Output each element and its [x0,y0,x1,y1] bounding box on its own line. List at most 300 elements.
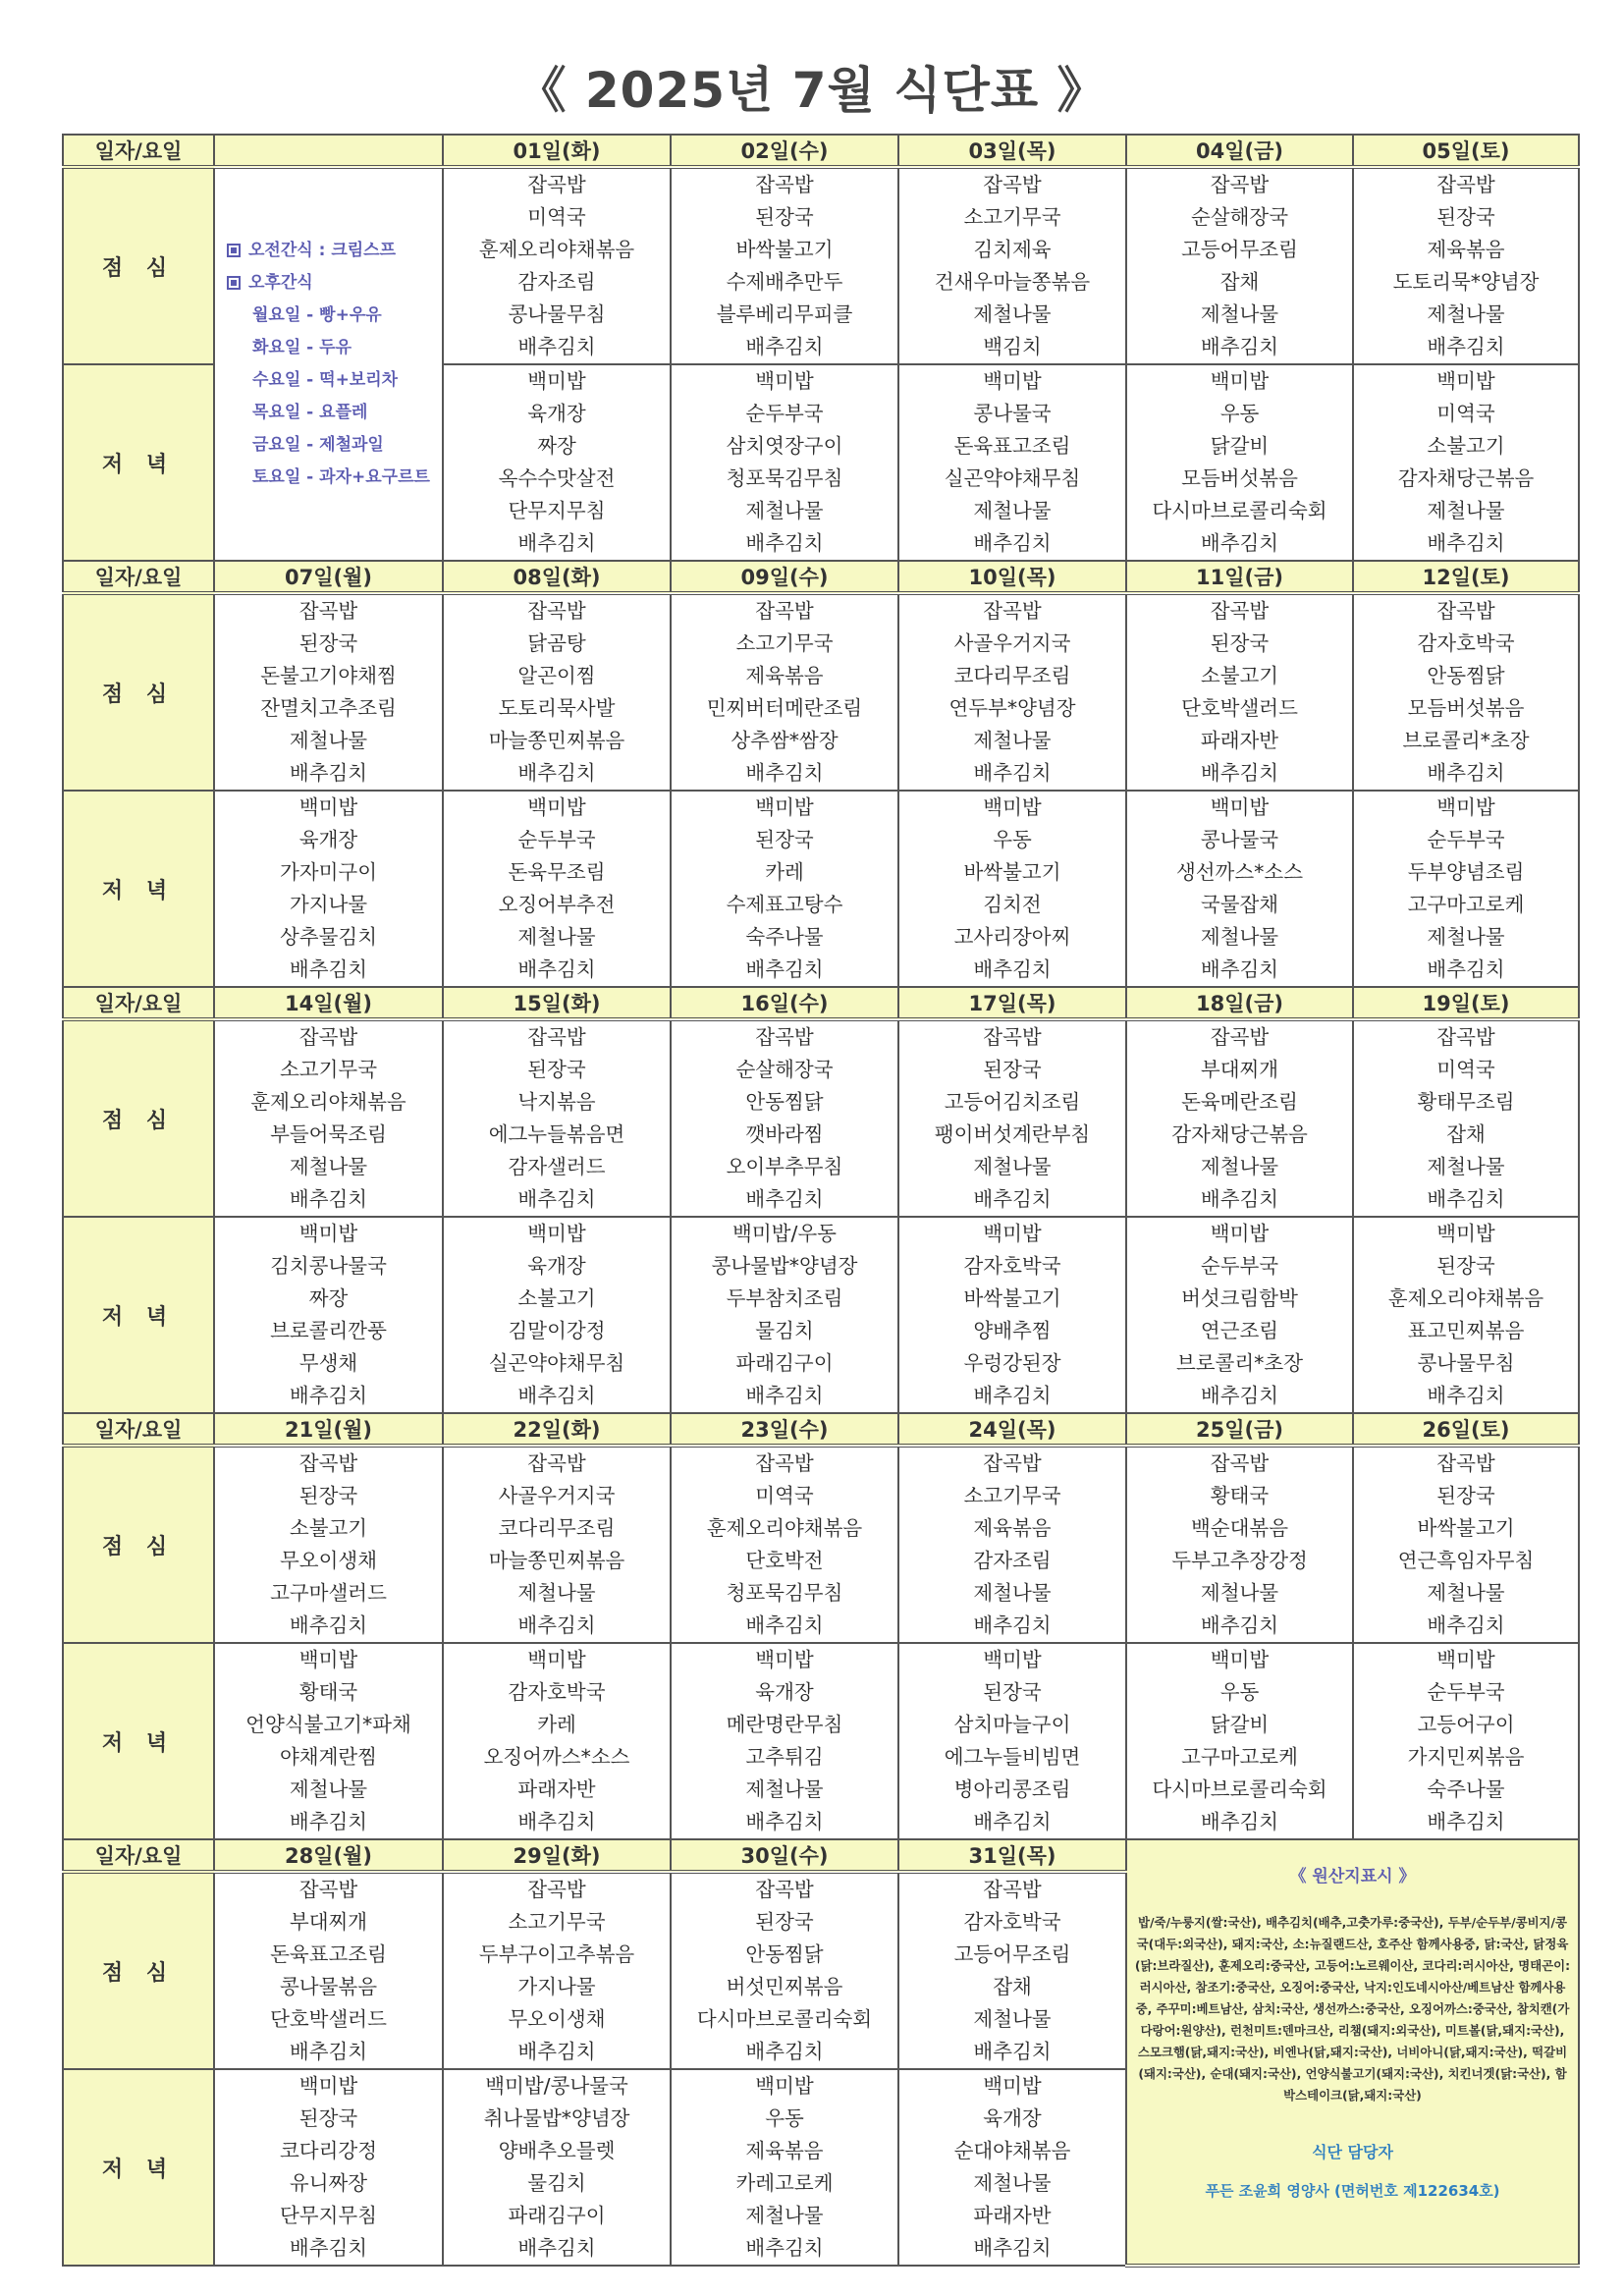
menu-item: 고구마고로케 [1407,893,1525,916]
menu-item-list [1354,595,1578,790]
menu-item: 오이부추무침 [726,1155,843,1178]
menu-item: 잡곡밥 [1436,1025,1495,1049]
menu-item: 소불고기 [1200,664,1279,687]
menu-item: 백미밥 [298,2074,358,2098]
menu-item: 제철나물 [973,1155,1052,1178]
menu-item: 단호박샐러드 [1181,696,1298,720]
menu-item: 파래자반 [517,1777,596,1801]
menu-item: 오징어부추전 [498,893,616,916]
afternoon-snack-text: 오후간식 [248,273,313,293]
day-header: 19일(토) [1353,987,1579,1019]
menu-item: 마늘쫑민찌볶음 [488,729,625,752]
origin-text: 밥/죽/누룽지(쌀:국산), 배추김치(배추,고춧가루:중국산), 두부/순두부/콩비지/콩국(대두:외국산), 돼지:국산, 소:뉴질랜드산, 호주산 함께사용중, 닭:국산, 닭정육(닭:브라질산), 훈제오리:중국산, 고등어:노르웨이산, 코다리:러시아산, 명태곤이:러시아산, 참조기:중국산, 오징어:중국산, 낙지:인도네시아산/베트남산 함께사용중, 주꾸미:베트남산, 삼치:국산, 생선까스:중국산, 오징어까스:중국산, 참치캔(가다랑어:원양산), 런천미트:덴마크산, 리챔(돼지:외국산), 미트볼(닭,돼지:국산), 스모크햄(닭,돼지:국산), 비엔나(닭,돼지:국산), 너비아니(닭,돼지:국산), 떡갈비(돼지:국산), 순대(돼지:국산), 언양식불고기(돼지:국산), 치킨너겟(닭:국산), 함박스테이크(닭,돼지:국산) [1134,1915,1571,2103]
menu-item: 제철나물 [1427,925,1505,949]
menu-item: 잡곡밥 [983,599,1042,623]
menu-item: 버섯크림함박 [1181,1286,1298,1310]
menu-item: 잡곡밥 [527,173,586,196]
dinner-cell [898,1643,1126,1839]
menu-item: 잡곡밥 [983,1451,1042,1475]
menu-item: 제철나물 [1200,302,1279,326]
menu-item: 된장국 [527,1058,586,1081]
menu-item: 잡곡밥 [1210,599,1270,623]
menu-item-list [444,1021,670,1216]
menu-item: 고등어무조림 [1181,238,1298,261]
day-header: 31일(목) [898,1839,1126,1872]
menu-item: 제철나물 [517,925,596,949]
menu-item: 고등어구이 [1417,1713,1515,1736]
lunch-cell [898,1019,1126,1217]
morning-snack [227,235,442,267]
menu-item-list [672,1218,897,1412]
menu-item: 백미밥 [1436,1222,1495,1245]
lunch-cell [214,593,443,791]
menu-item-list [899,169,1125,363]
menu-item: 잡곡밥 [527,1878,586,1901]
dinner-cell [1353,791,1579,987]
menu-item: 황태국 [298,1680,358,1704]
menu-item: 황태무조림 [1417,1090,1515,1114]
menu-item: 제철나물 [745,2204,824,2227]
menu-item-list [899,365,1125,560]
menu-item: 된장국 [755,205,814,229]
menu-item: 실곤약야채무침 [944,466,1081,490]
menu-item: 배추김치 [1427,531,1505,555]
dinner-cell [1353,364,1579,561]
lunch-cell [443,167,671,364]
menu-item: 백김치 [983,335,1042,358]
menu-item: 백미밥 [298,1648,358,1671]
lunch-cell [898,593,1126,791]
dinner-row [63,1643,1579,1839]
lunch-label: 점 심 [63,1446,214,1643]
menu-item: 소고기무국 [735,631,834,655]
menu-item: 무생채 [298,1351,358,1375]
menu-item: 감자조림 [517,270,596,294]
dinner-label: 저 녁 [63,364,214,561]
menu-item: 옥수수맛살전 [498,466,616,490]
menu-item-list [672,1644,897,1838]
menu-item: 배추김치 [1427,957,1505,981]
menu-item: 병아리콩조림 [953,1777,1071,1801]
dinner-cell [671,2069,898,2266]
menu-item: 배추김치 [289,2236,368,2260]
menu-item: 바싹불고기 [963,860,1061,884]
menu-item-list [215,2070,442,2265]
lunch-label: 점 심 [63,1019,214,1217]
menu-item-list [1127,1644,1352,1838]
week-header-row [63,135,1579,167]
day-header: 18일(금) [1126,987,1353,1019]
lunch-row [63,1019,1579,1217]
lunch-label: 점 심 [63,1872,214,2069]
menu-item: 브로콜리*초장 [1175,1351,1304,1375]
menu-item: 단호박샐러드 [270,2007,387,2031]
week-header-row [63,987,1579,1019]
menu-item: 양배추찜 [973,1319,1052,1342]
menu-item-list [215,1448,442,1642]
menu-item: 제철나물 [1427,1155,1505,1178]
menu-item: 취나물밥*양념장 [483,2106,630,2130]
menu-item: 백미밥 [298,795,358,819]
dinner-cell [1126,364,1353,561]
menu-item: 백미밥 [755,369,814,393]
menu-item: 배추김치 [973,761,1052,785]
menu-item: 미역국 [1436,402,1495,425]
menu-item: 백미밥 [983,369,1042,393]
dinner-cell [214,1217,443,1413]
menu-item: 잡곡밥 [755,173,814,196]
menu-item: 감자호박국 [963,1254,1061,1278]
menu-item: 김치제육 [973,238,1052,261]
dinner-cell [214,2069,443,2266]
day-header: 16일(수) [671,987,898,1019]
menu-item: 된장국 [298,631,358,655]
menu-item: 잡채 [993,1975,1032,1998]
menu-item: 훈제오리야채볶음 [706,1516,863,1540]
menu-item: 가지나물 [289,893,368,916]
dinner-cell [671,364,898,561]
menu-item: 안동찜닭 [745,1090,824,1114]
menu-item: 콩나물국 [973,402,1052,425]
menu-item: 육개장 [298,828,358,851]
lunch-cell [898,1872,1126,2069]
menu-item: 파래자반 [1200,729,1279,752]
menu-item: 잡채 [1219,270,1260,294]
menu-item: 콩나물무침 [508,302,606,326]
menu-item: 고사리장아찌 [953,925,1071,949]
menu-item: 돈육표고조림 [953,434,1071,458]
lunch-row [63,167,1579,364]
day-header: 11일(금) [1126,561,1353,593]
menu-item: 순두부국 [1427,828,1505,851]
day-header: 25일(금) [1126,1413,1353,1446]
snack-day: 수요일 - 떡+보리차 [252,370,399,390]
menu-item: 감자채당근볶음 [1171,1122,1308,1146]
menu-item-list [1127,1021,1352,1216]
lunch-cell [1353,167,1579,364]
menu-item: 생선까스*소스 [1175,860,1304,884]
menu-item: 배추김치 [745,2040,824,2063]
menu-item: 백미밥 [755,795,814,819]
menu-item: 배추김치 [1200,1810,1279,1833]
menu-item-list [1127,792,1352,986]
menu-item: 배추김치 [745,531,824,555]
date-header-label: 일자/요일 [63,987,214,1019]
menu-item: 백미밥 [527,1222,586,1245]
menu-item: 짜장 [537,434,576,458]
menu-item: 백미밥 [755,2074,814,2098]
menu-item: 다시마브로콜리숙회 [1152,499,1327,522]
menu-item: 배추김치 [745,1613,824,1637]
menu-item: 숙주나물 [745,925,824,949]
menu-item: 순살해장국 [1190,205,1288,229]
day-header: 23일(수) [671,1413,898,1446]
menu-item: 우렁강된장 [963,1351,1061,1375]
menu-table [62,134,1580,2268]
menu-item-list [215,1021,442,1216]
menu-item: 제육볶음 [1427,238,1505,261]
menu-item: 김말이강정 [508,1319,606,1342]
menu-item: 연근흑임자무침 [1397,1549,1535,1572]
snack-day: 금요일 - 제철과일 [252,435,384,455]
menu-item: 잡곡밥 [298,1025,358,1049]
menu-item: 제철나물 [973,729,1052,752]
menu-item: 된장국 [983,1680,1042,1704]
menu-item: 순두부국 [1200,1254,1279,1278]
menu-item: 배추김치 [973,1613,1052,1637]
menu-item: 배추김치 [745,957,824,981]
dinner-cell [671,1643,898,1839]
menu-item: 배추김치 [517,2040,596,2063]
menu-item: 안동찜닭 [745,1942,824,1966]
menu-item: 배추김치 [517,2236,596,2260]
lunch-label: 점 심 [63,167,214,364]
menu-item: 제육볶음 [745,664,824,687]
lunch-cell [1126,1446,1353,1643]
menu-item: 돈육무조림 [508,860,606,884]
menu-item: 잡곡밥 [1210,1451,1270,1475]
menu-item: 배추김치 [973,2040,1052,2063]
menu-item: 우동 [1219,402,1260,425]
dinner-row [63,1217,1579,1413]
menu-item: 제철나물 [973,499,1052,522]
day-header: 22일(화) [443,1413,671,1446]
menu-item: 민찌버터메란조림 [706,696,863,720]
menu-item: 황태국 [1210,1484,1270,1507]
menu-item: 배추김치 [517,761,596,785]
dinner-cell [443,1217,671,1413]
menu-item: 닭갈비 [1210,434,1270,458]
menu-item-list [899,1874,1125,2068]
day-header: 10일(목) [898,561,1126,593]
dinner-cell [898,364,1126,561]
menu-item: 파래자반 [973,2204,1052,2227]
menu-item: 된장국 [298,2106,358,2130]
dinner-cell [898,791,1126,987]
menu-item: 마늘쫑민찌볶음 [488,1549,625,1572]
menu-item: 콩나물국 [1200,828,1279,851]
menu-item: 육개장 [983,2106,1042,2130]
menu-item: 두부구이고추볶음 [478,1942,635,1966]
menu-item: 소고기무국 [963,205,1061,229]
menu-item: 배추김치 [517,1384,596,1407]
menu-item: 잡곡밥 [755,1025,814,1049]
date-header-label: 일자/요일 [63,135,214,167]
dinner-cell [1353,1217,1579,1413]
menu-item: 배추김치 [745,1187,824,1211]
snack-day: 화요일 - 두유 [252,338,352,357]
menu-item: 제철나물 [517,1581,596,1605]
dinner-cell [443,364,671,561]
lunch-cell [671,1019,898,1217]
day-header: 14일(월) [214,987,443,1019]
menu-item: 잡곡밥 [1436,1451,1495,1475]
menu-item: 물김치 [755,1319,814,1342]
menu-item: 배추김치 [289,1187,368,1211]
menu-item: 파래김구이 [508,2204,606,2227]
menu-item: 배추김치 [973,531,1052,555]
menu-item: 잡곡밥 [1436,599,1495,623]
menu-item: 된장국 [298,1484,358,1507]
menu-item: 배추김치 [1200,1613,1279,1637]
square-bullet-icon [227,244,241,257]
menu-item: 국물잡채 [1200,893,1279,916]
menu-item: 잡곡밥 [755,599,814,623]
menu-item: 제철나물 [289,729,368,752]
menu-item-list [899,1448,1125,1642]
dinner-cell [1126,1217,1353,1413]
menu-item: 삼치엿장구이 [726,434,843,458]
lunch-cell [1126,1019,1353,1217]
menu-item: 짜장 [308,1286,349,1310]
menu-item-list [444,2070,670,2265]
menu-item-list [899,1021,1125,1216]
lunch-cell [1126,593,1353,791]
dinner-cell [443,2069,671,2266]
menu-item: 실곤약야채무침 [488,1351,625,1375]
menu-item: 팽이버섯계란부침 [934,1122,1091,1146]
menu-item: 제철나물 [1427,302,1505,326]
menu-item-list [1127,169,1352,363]
menu-item-list [672,792,897,986]
day-header: 30일(수) [671,1839,898,1872]
lunch-cell [1126,167,1353,364]
menu-item: 콩나물밥*양념장 [711,1254,858,1278]
menu-item: 콩나물무침 [1417,1351,1515,1375]
origin-info-panel [1126,1839,1579,2266]
menu-item: 청포묵김무침 [726,1581,843,1605]
menu-item: 배추김치 [973,1384,1052,1407]
menu-item-list [1354,169,1578,363]
menu-item: 잡곡밥 [298,1878,358,1901]
dinner-cell [898,1217,1126,1413]
menu-item: 잡채 [1446,1122,1486,1146]
menu-item: 단무지무침 [508,499,606,522]
menu-item-list [444,365,670,560]
menu-item: 코다리강정 [279,2139,377,2162]
menu-item: 배추김치 [745,2236,824,2260]
menu-item: 언양식불고기*파채 [245,1713,411,1736]
menu-item: 제철나물 [1200,1155,1279,1178]
menu-item: 사골우거지국 [953,631,1071,655]
menu-item: 고등어무조림 [953,1942,1071,1966]
menu-item: 배추김치 [517,1187,596,1211]
menu-item-list [899,792,1125,986]
menu-item: 숙주나물 [1427,1777,1505,1801]
menu-item: 된장국 [1210,631,1270,655]
dinner-cell [1126,791,1353,987]
menu-item-list [444,595,670,790]
lunch-cell [898,167,1126,364]
menu-item: 유니짜장 [289,2171,368,2195]
menu-item: 모듬버섯볶음 [1407,696,1525,720]
lunch-cell [214,1019,443,1217]
menu-item: 고구마샐러드 [270,1581,387,1605]
menu-item: 백미밥 [1210,1222,1270,1245]
day-header: 12일(토) [1353,561,1579,593]
menu-item: 백미밥/우동 [732,1222,837,1245]
menu-item: 미역국 [1436,1058,1495,1081]
menu-item: 잡곡밥 [983,1025,1042,1049]
menu-item: 고추튀김 [745,1745,824,1769]
menu-item: 백미밥 [983,2074,1042,2098]
menu-item: 잡곡밥 [983,1878,1042,1901]
menu-item-list [899,1218,1125,1412]
dinner-label: 저 녁 [63,1643,214,1839]
day-header: 08일(화) [443,561,671,593]
menu-item: 안동찜닭 [1427,664,1505,687]
menu-item: 소고기무국 [508,1910,606,1934]
menu-item: 백미밥 [755,1648,814,1671]
menu-item: 두부고추장강정 [1171,1549,1308,1572]
menu-item: 배추김치 [745,761,824,785]
lunch-cell [443,1446,671,1643]
menu-item: 배추김치 [517,335,596,358]
menu-item: 배추김치 [973,1187,1052,1211]
lunch-cell [1353,1446,1579,1643]
menu-item-list [444,1644,670,1838]
menu-item: 잡곡밥 [298,1451,358,1475]
menu-item: 잡곡밥 [983,173,1042,196]
menu-item-list [1127,1218,1352,1412]
menu-item: 제철나물 [745,499,824,522]
day-header: 04일(금) [1126,135,1353,167]
menu-item: 사골우거지국 [498,1484,616,1507]
dinner-cell [214,1643,443,1839]
menu-item: 소불고기 [517,1286,596,1310]
menu-item: 배추김치 [289,2040,368,2063]
lunch-row [63,593,1579,791]
menu-item: 된장국 [755,828,814,851]
menu-item: 잡곡밥 [1436,173,1495,196]
day-header: 28일(월) [214,1839,443,1872]
menu-item: 상추쌈*쌈장 [731,729,839,752]
lunch-cell [671,167,898,364]
menu-item-list [1354,792,1578,986]
menu-item: 제철나물 [1427,1581,1505,1605]
menu-item: 배추김치 [1200,761,1279,785]
menu-item: 건새우마늘쫑볶음 [934,270,1091,294]
menu-item: 배추김치 [1200,335,1279,358]
menu-item: 미역국 [527,205,586,229]
menu-item: 백미밥 [1436,1648,1495,1671]
lunch-cell [671,1446,898,1643]
menu-item: 연근조림 [1200,1319,1279,1342]
day-header: 26일(토) [1353,1413,1579,1446]
menu-item: 백미밥 [527,1648,586,1671]
menu-item-list [899,595,1125,790]
menu-item: 감자호박국 [508,1680,606,1704]
menu-item-list [899,1644,1125,1838]
menu-item-list [215,1644,442,1838]
menu-item: 백미밥 [298,1222,358,1245]
menu-item: 부대찌개 [1200,1058,1279,1081]
menu-item: 소불고기 [1427,434,1505,458]
menu-item: 수제표고탕수 [726,893,843,916]
menu-item: 파래김구이 [735,1351,834,1375]
menu-item: 육개장 [527,402,586,425]
menu-item: 잡곡밥 [527,599,586,623]
menu-item: 연두부*양념장 [948,696,1076,720]
day-header: 29일(화) [443,1839,671,1872]
lunch-cell [214,1446,443,1643]
menu-item: 된장국 [755,1910,814,1934]
day-header: 02일(수) [671,135,898,167]
menu-item: 부들어묵조림 [270,1122,387,1146]
menu-item-list [672,1874,897,2068]
menu-item: 배추김치 [1427,761,1505,785]
menu-item: 물김치 [527,2171,586,2195]
